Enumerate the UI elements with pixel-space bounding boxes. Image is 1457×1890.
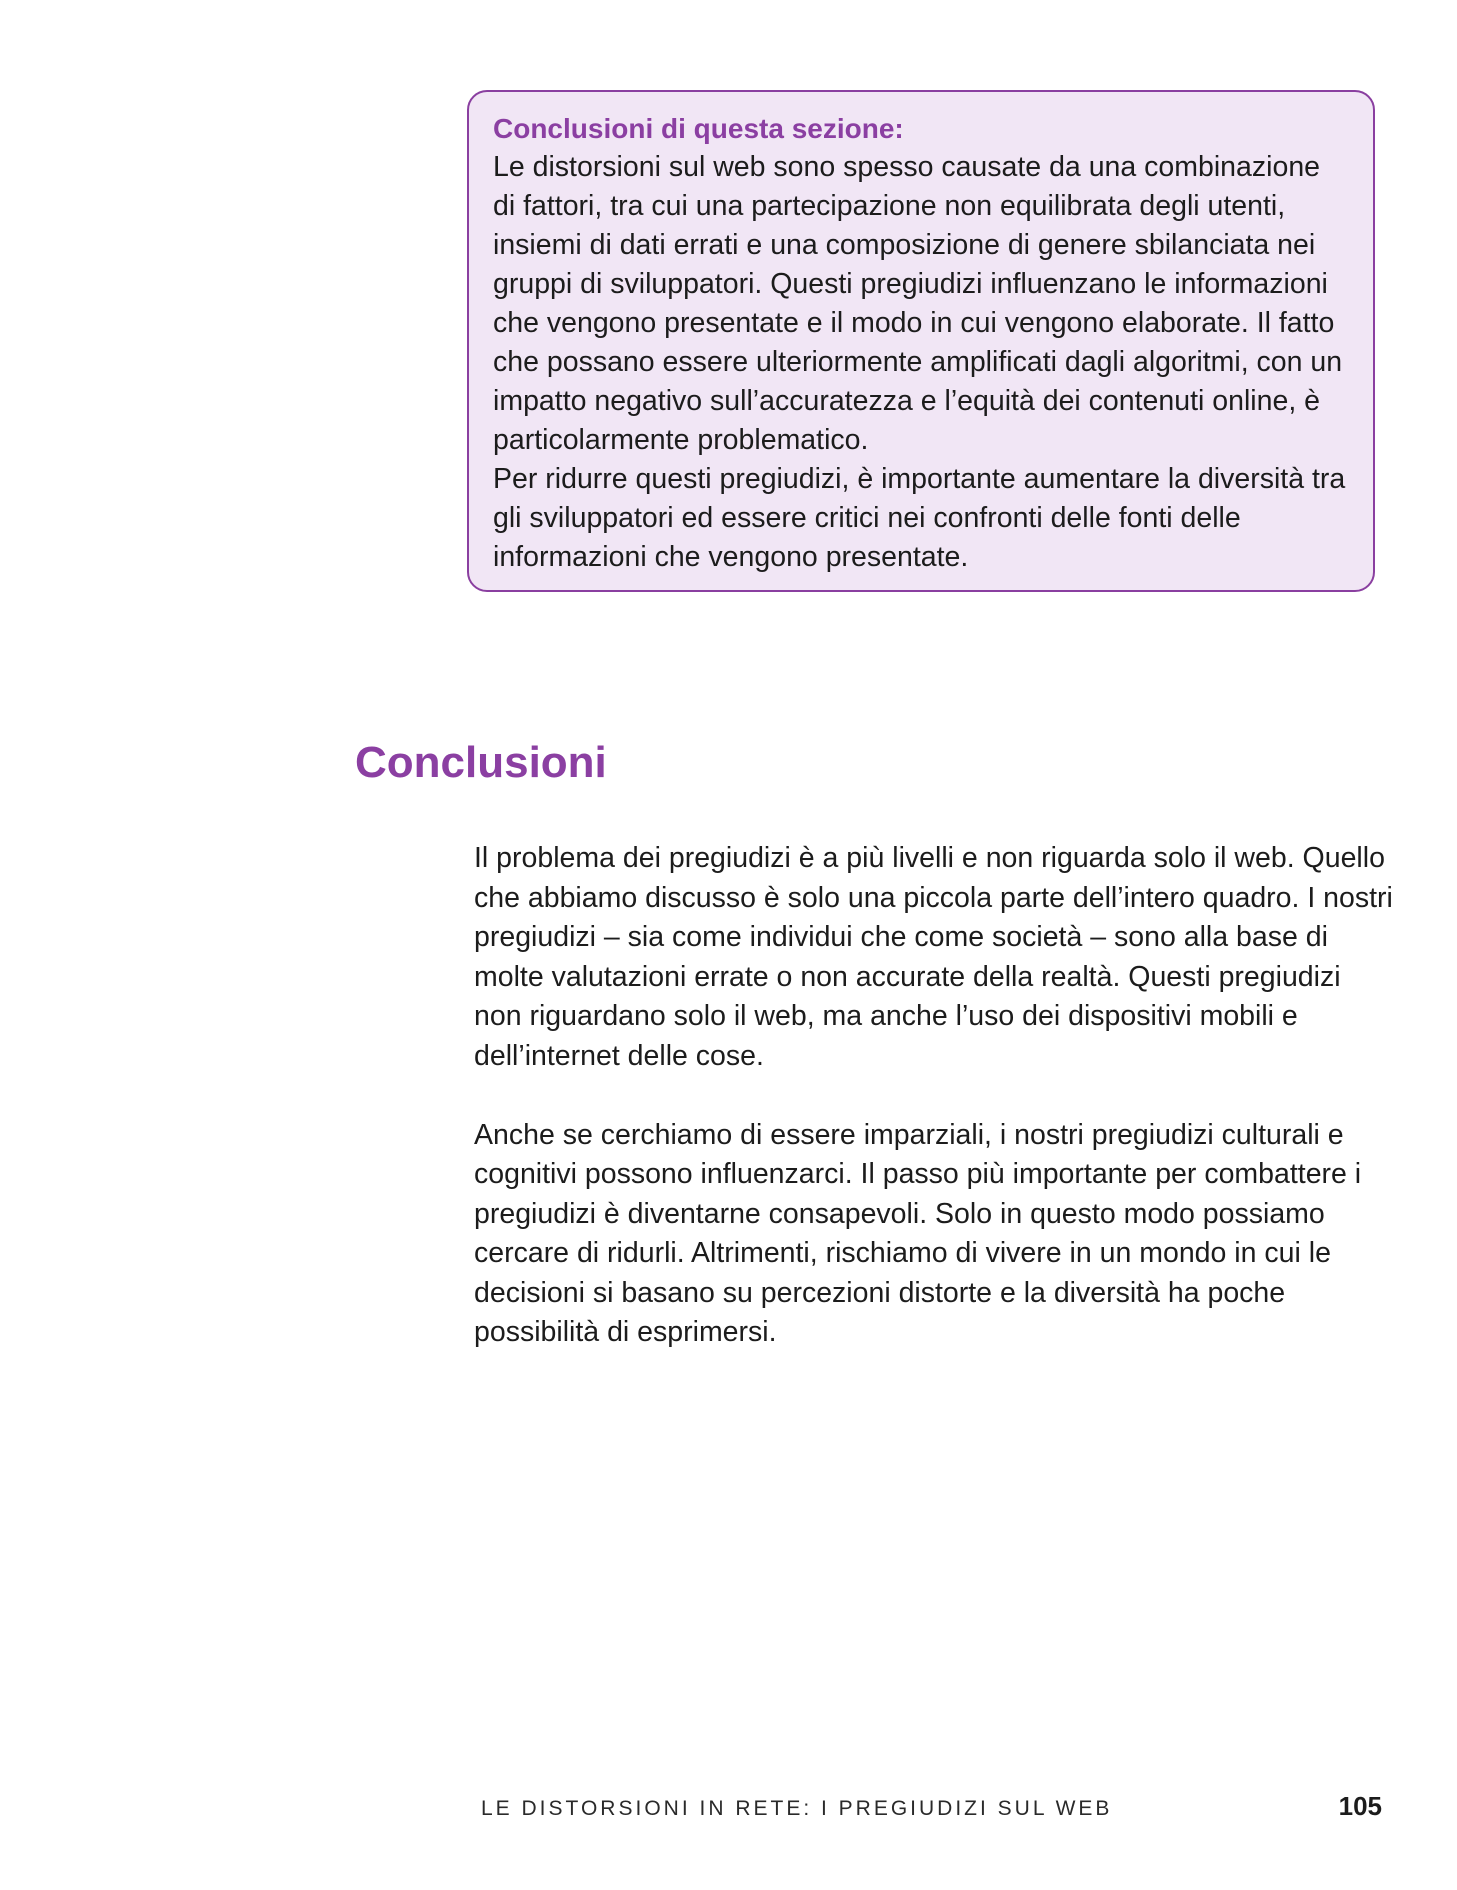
summary-paragraph-2: Per ridurre questi pregiudizi, è importante aumentare la diversità tra gli sviluppatori ed essere critici nei confronti delle fonti delle informazioni che vengono presentate. <box>493 463 1346 573</box>
body-paragraph-1: Il problema dei pregiudizi è a più livelli e non riguarda solo il web. Quello che abbiamo discusso è solo una piccola parte dell’intero quadro. I nostri pregiudizi – sia come individui che come società – sono alla base di molte valutazioni errate o non accurate della realtà. Questi pregiudizi non riguardano solo il web, ma anche l’uso dei dispositivi mobili e dell’internet delle cose. <box>474 842 1393 1072</box>
summary-paragraph-1: Le distorsioni sul web sono spesso causate da una combinazione di fattori, tra cui una partecipazione non equilibrata degli utenti, insiemi di dati errati e una composizione di genere sbilanciata nei gruppi di sviluppatori. Questi pregiudizi influenzano le informazioni che vengono presentate e il modo in cui vengono elaborate. Il fatto che possano essere ulteriormente amplificati dagli algoritmi, con un impatto negativo sull’accuratezza e l’equità dei contenuti online, è particolarmente problematico. <box>493 151 1343 456</box>
section-summary-box <box>467 90 1375 592</box>
section-heading: Conclusioni <box>355 738 607 787</box>
page-number: 105 <box>1338 1791 1382 1821</box>
summary-title: Conclusioni di questa sezione: <box>493 113 904 144</box>
section-body <box>474 839 1394 1392</box>
body-paragraph-2: Anche se cerchiamo di essere imparziali, i nostri pregiudizi culturali e cognitivi possono influenzarci. Il passo più importante per combattere i pregiudizi è diventarne consapevoli. Solo in questo modo possiamo cercare di ridurli. Altrimenti, rischiamo di vivere in un mondo in cui le decisioni si basano su percezioni distorte e la diversità ha poche possibilità di esprimersi. <box>474 1118 1362 1348</box>
footer-running-title: LE DISTORSIONI IN RETE: I PREGIUDIZI SUL WEB <box>481 1797 1113 1820</box>
